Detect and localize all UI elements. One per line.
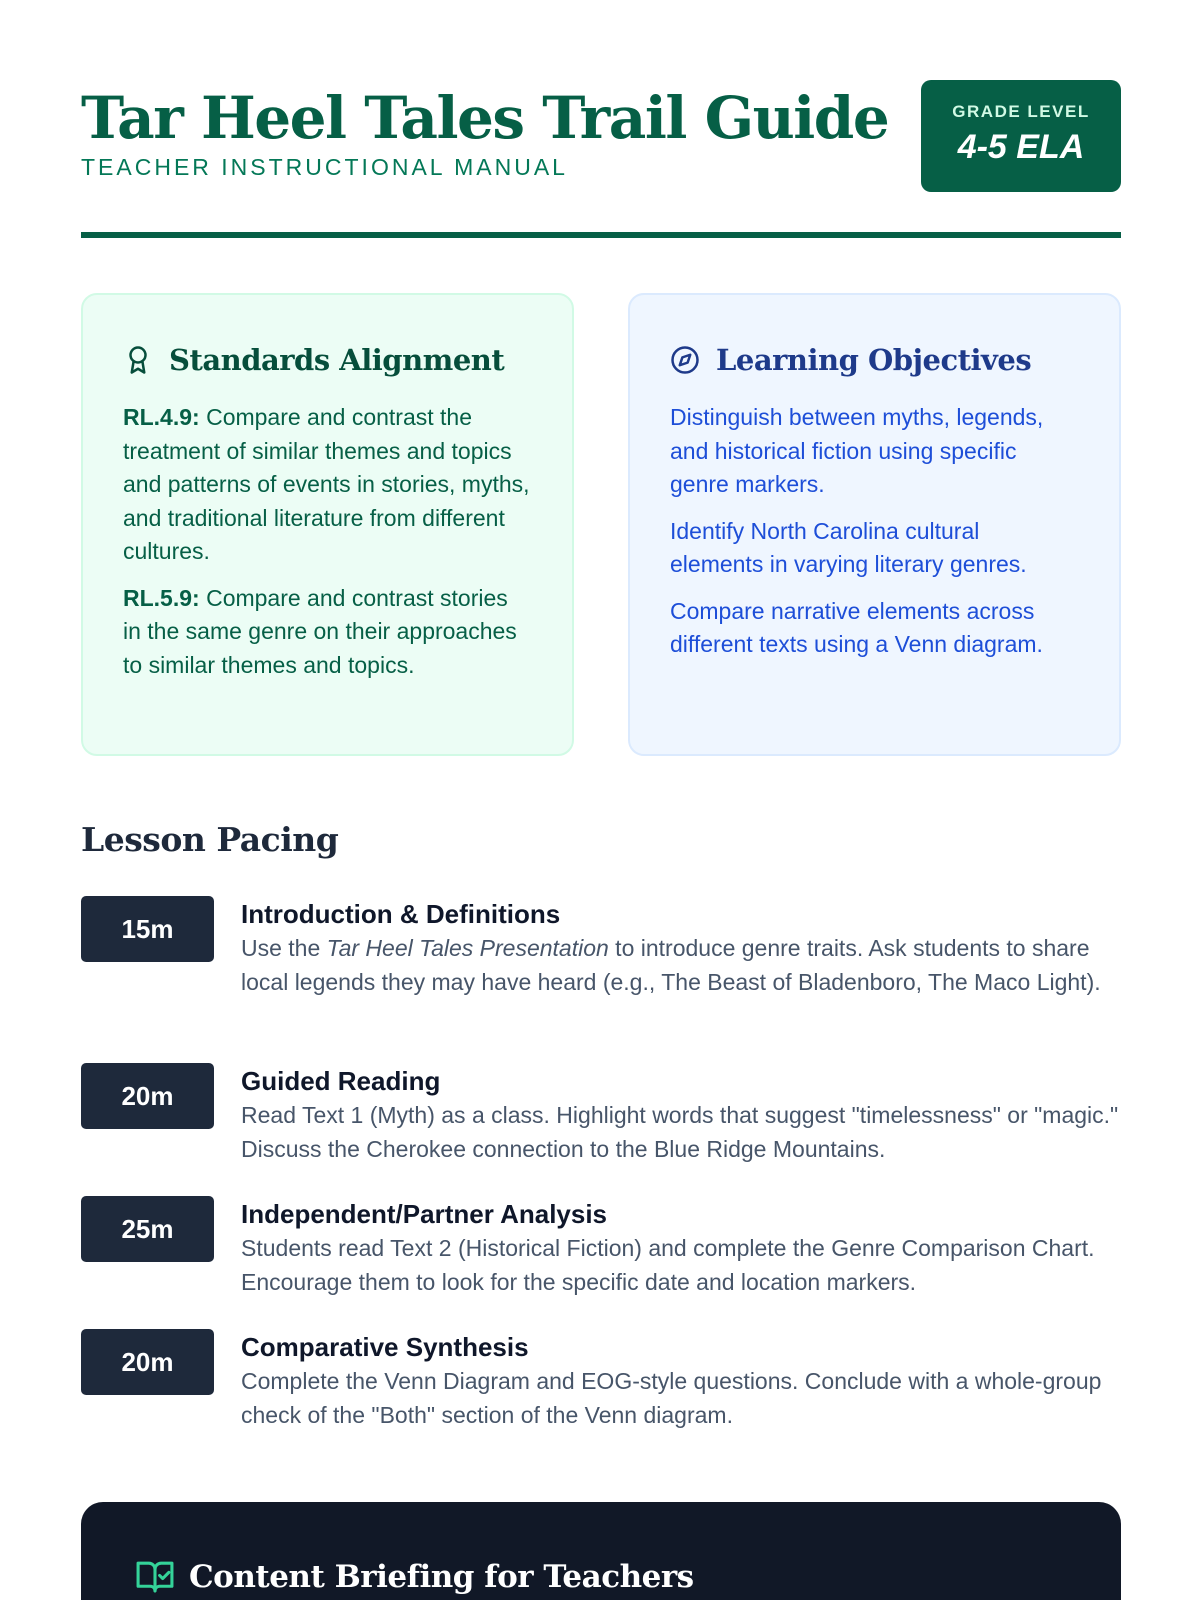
pacing-time-badge: 25m (81, 1196, 214, 1262)
pacing-heading: Guided Reading (241, 1066, 441, 1096)
standard-text: Compare and contrast the treatment of similar themes and topics and patterns of events in stories, myths, and traditional literature from different cultures. (123, 404, 530, 564)
objective-item: Compare narrative elements across different texts using a Venn diagram. (670, 597, 1043, 657)
grade-level-label: GRADE LEVEL (952, 102, 1090, 121)
pacing-time-badge: 20m (81, 1329, 214, 1395)
overview-cards (81, 293, 1121, 756)
objective-item: Identify North Carolina cultural elements in varying literary genres. (670, 517, 1027, 577)
pacing-item-body (241, 1196, 1121, 1299)
standards-title: Standards Alignment (169, 343, 505, 377)
standard-code: RL.4.9: (123, 404, 200, 430)
pacing-description: Read Text 1 (Myth) as a class. Highlight words that suggest "timelessness" or "magic." Discuss the Cherokee connection to the Blue Ridge Mountains. (241, 1102, 1119, 1162)
briefing-header (135, 1558, 694, 1596)
pacing-description (241, 932, 1121, 999)
objective-item: Distinguish between myths, legends, and historical fiction using specific genre markers. (670, 404, 1044, 497)
standard-item (123, 582, 532, 683)
objectives-card (628, 293, 1121, 756)
standards-card-header (123, 337, 532, 383)
compass-icon (670, 345, 700, 375)
pacing-description-text: Use the (241, 935, 327, 961)
pacing-time-badge: 15m (81, 896, 214, 962)
award-icon (123, 345, 153, 375)
pacing-item (81, 896, 1121, 1063)
briefing-title: Content Briefing for Teachers (189, 1559, 694, 1595)
pacing-description: Complete the Venn Diagram and EOG-style questions. Conclude with a whole-group check of the "Both" section of the Venn diagram. (241, 1368, 1102, 1428)
pacing-heading: Independent/Partner Analysis (241, 1199, 608, 1229)
objectives-card-header (670, 337, 1079, 383)
page-subtitle: TEACHER INSTRUCTIONAL MANUAL (81, 154, 568, 180)
page-title: Tar Heel Tales Trail Guide (81, 84, 889, 152)
grade-level-badge (921, 80, 1121, 192)
pacing-item (81, 1329, 1121, 1439)
content-briefing-panel (81, 1502, 1121, 1600)
pacing-time-badge: 20m (81, 1063, 214, 1129)
manual-page (81, 0, 1121, 1600)
presentation-title: Tar Heel Tales Presentation (326, 935, 609, 961)
pacing-item (81, 1196, 1121, 1329)
pacing-heading: Introduction & Definitions (241, 899, 561, 929)
book-check-icon (135, 1558, 175, 1596)
standard-item (123, 401, 532, 569)
standard-code: RL.5.9: (123, 584, 200, 611)
pacing-item (81, 1063, 1121, 1196)
pacing-description-text: to introduce genre traits. Ask students to share local legends they may have heard (e.g., The Beast of Bladenboro, The Maco Light). (241, 935, 1101, 995)
standards-card (81, 293, 574, 756)
header-divider (81, 232, 1121, 238)
pacing-description: Students read Text 2 (Historical Fiction) and complete the Genre Comparison Chart. Encourage them to look for the specific date and location markers. (241, 1235, 1095, 1295)
pacing-item-body (241, 1329, 1121, 1432)
pacing-item-body (241, 1063, 1121, 1166)
standard-text: Compare and contrast stories in the same genre on their approaches to similar themes and topics. (123, 584, 517, 678)
lesson-pacing-title: Lesson Pacing (81, 820, 339, 859)
page-header (81, 80, 1121, 240)
objectives-title: Learning Objectives (716, 343, 1032, 377)
grade-level-value: 4-5 ELA (957, 128, 1085, 166)
lesson-pacing-list (81, 896, 1121, 1439)
pacing-heading: Comparative Synthesis (241, 1332, 529, 1362)
pacing-item-body (241, 896, 1121, 999)
